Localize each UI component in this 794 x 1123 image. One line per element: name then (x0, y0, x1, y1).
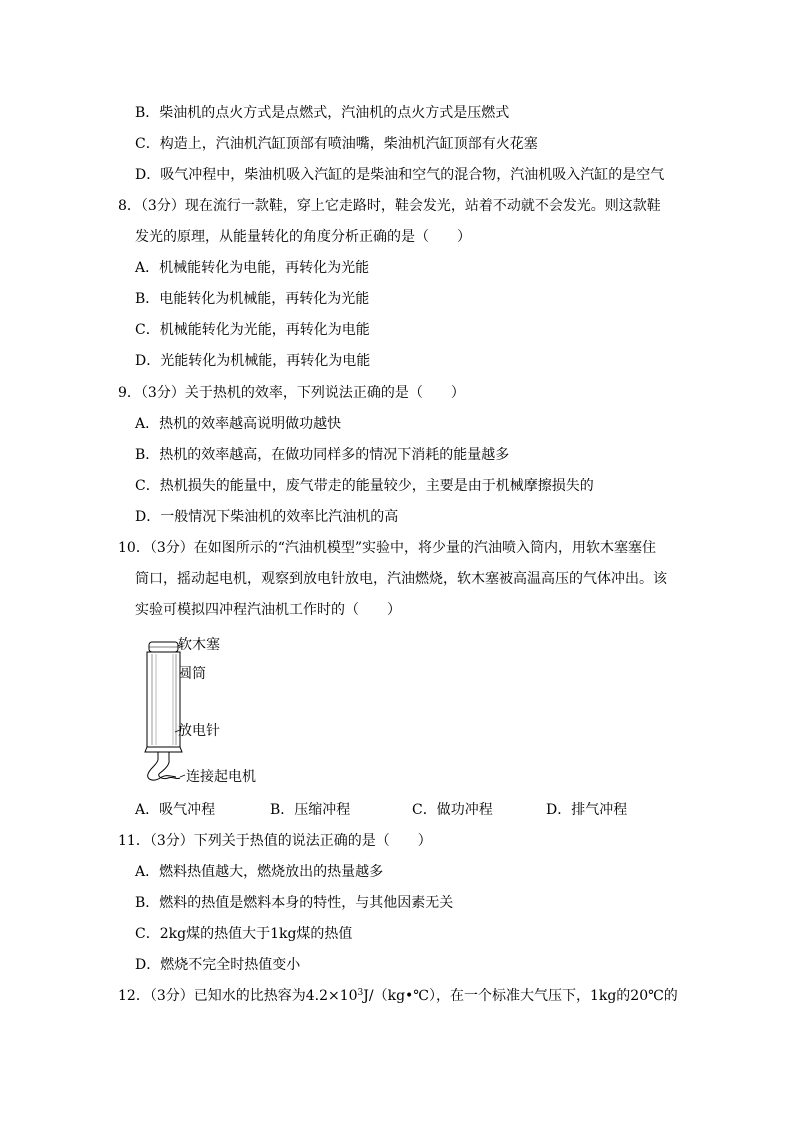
q9-option-d: D．一般情况下柴油机的效率比汽油机的高 (135, 509, 399, 525)
q7-option-b: B．柴油机的点火方式是点燃式，汽油机的点火方式是压燃式 (135, 105, 510, 121)
q8-stem-line1: 8．（3分）现在流行一款鞋，穿上它走路时，鞋会发光，站着不动就不会发光。则这款鞋 (118, 198, 661, 214)
q8-option-c: C．机械能转化为光能，再转化为电能 (135, 322, 370, 338)
q11-option-d: D．燃烧不完全时热值变小 (135, 957, 301, 973)
q7-option-c: C．构造上，汽油机汽缸顶部有喷油嘴，柴油机汽缸顶部有火花塞 (135, 136, 538, 152)
engine-model-figure (140, 632, 280, 792)
label-generator: 连接起电机 (186, 769, 256, 785)
q11-stem: 11．（3分）下列关于热值的说法正确的是（ ） (118, 833, 432, 849)
q12-stem-part1: 12．（3分）已知水的比热容为4.2×10 (118, 988, 358, 1004)
q10-stem-line1: 10．（3分）在如图所示的“汽油机模型”实验中，将少量的汽油喷入筒内，用软木塞塞住 (118, 540, 657, 556)
q10-stem-line2: 筒口，摇动起电机，观察到放电针放电，汽油燃烧，软木塞被高温高压的气体冲出。该 (135, 571, 667, 587)
q11-option-c: C．2kg煤的热值大于1kg煤的热值 (135, 926, 353, 942)
q10-option-c: C．做功冲程 (412, 802, 493, 818)
q11-option-b: B．燃料的热值是燃料本身的特性，与其他因素无关 (135, 895, 454, 911)
q9-option-c: C．热机损失的能量中，废气带走的能量较少，主要是由于机械摩擦损失的 (135, 478, 594, 494)
q10-option-b: B．压缩冲程 (270, 802, 351, 818)
label-discharge-needle: 放电针 (178, 723, 220, 739)
q8-option-b: B．电能转化为机械能，再转化为光能 (135, 291, 370, 307)
q10-option-a: A．吸气冲程 (135, 802, 216, 818)
q11-option-a: A．燃料热值越大，燃烧放出的热量越多 (135, 864, 384, 880)
q12-exponent: 3 (357, 988, 364, 998)
q8-stem-line2: 发光的原理，从能量转化的角度分析正确的是（ ） (135, 229, 471, 245)
q10-option-d: D．排气冲程 (546, 802, 628, 818)
label-cylinder: 圆筒 (178, 666, 206, 682)
q8-option-d: D．光能转化为机械能，再转化为电能 (135, 353, 371, 369)
q12-stem-part2: J/（kg•℃），在一个标准大气压下，1kg的20℃的 (363, 988, 678, 1004)
q10-stem-line3: 实验可模拟四冲程汽油机工作时的（ ） (135, 602, 401, 618)
q9-option-a: A．热机的效率越高说明做功越快 (135, 416, 342, 432)
q8-option-a: A．机械能转化为电能，再转化为光能 (135, 260, 370, 276)
q7-option-d: D．吸气冲程中，柴油机吸入汽缸的是柴油和空气的混合物，汽油机吸入汽缸的是空气 (135, 167, 665, 183)
q12-stem (118, 987, 678, 1005)
q9-option-b: B．热机的效率越高，在做功同样多的情况下消耗的能量越多 (135, 447, 510, 463)
label-cork: 软木塞 (178, 637, 220, 653)
q9-stem: 9．（3分）关于热机的效率，下列说法正确的是（ ） (118, 385, 465, 401)
